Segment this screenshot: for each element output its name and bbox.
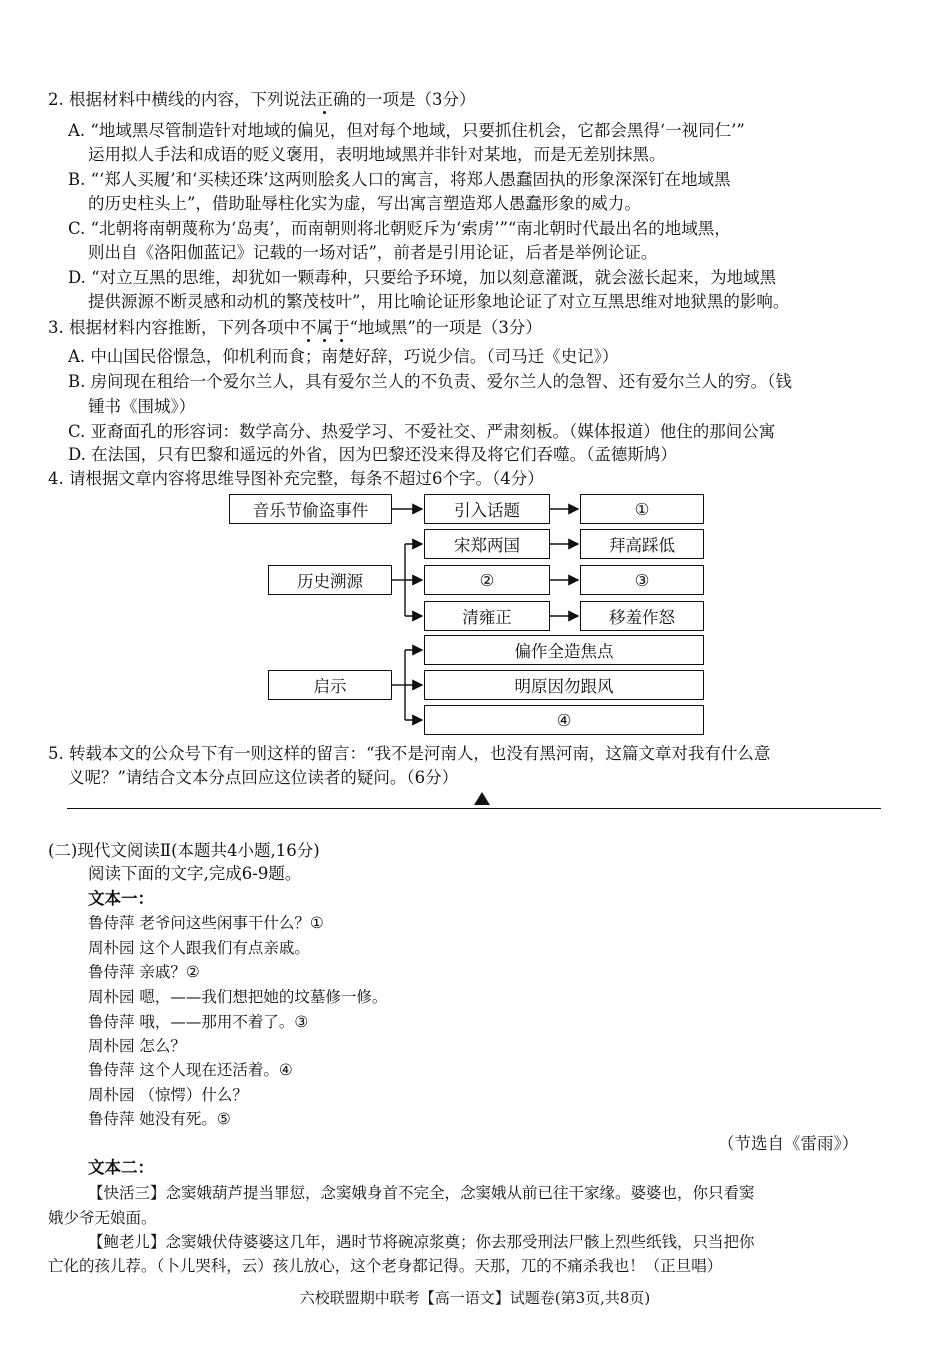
dialogue-line: 鲁侍萍 亲戚？② <box>88 963 200 981</box>
dialogue-line: 周朴园 嗯，——我们想把她的坟墓修一修。 <box>88 988 388 1006</box>
q3-option-a: A. 中山国民俗憬急，仰机利而食；南楚好辞，巧说少信。（司马迁《史记》） <box>68 347 619 366</box>
q3-option-d: D. 在法国，只有巴黎和遥远的外省，因为巴黎还没来得及将它们吞噬。（孟德斯鸠） <box>68 445 677 464</box>
mindmap-blank-3: ③ <box>580 565 704 595</box>
text1-label: 文本一： <box>88 889 154 908</box>
mindmap-blank-1: ① <box>580 494 704 524</box>
mindmap-blank-4: ④ <box>424 705 704 735</box>
mindmap-root-history: 历史溯源 <box>268 565 392 595</box>
q3-option-b-line2: 锺书《围城》） <box>88 397 196 416</box>
mindmap-root-music-festival: 音乐节偷盗事件 <box>229 494 392 524</box>
q2-option-d-line1: D. “对立互黑的思维，却犹如一颗毒种，只要给予环境，加以刻意灌溉，就会滋长起来，为地域黑 <box>68 268 777 287</box>
q2-option-b-line2: 的历史柱头上”，借助耻辱柱化实为虚，写出寓言塑造郑人愚蠢形象的威力。 <box>88 194 641 213</box>
section-divider <box>67 808 881 809</box>
text2-para1-line2: 娥少爷无娘面。 <box>48 1209 157 1227</box>
q3-stem: 3. 根据材料内容推断，下列各项中不属于“地域黑”的一项是（3分） <box>48 318 542 337</box>
dialogue-line: 鲁侍萍 她没有死。⑤ <box>88 1110 231 1128</box>
text2-para2-line2: 亡化的孩儿荐。（卜儿哭科，云）孩儿放心，这个老身都记得。天那，兀的不痛杀我也！（正旦唱） <box>48 1257 723 1275</box>
q4-stem: 4. 请根据文章内容将思维导图补充完整，每条不超过6个字。（4分） <box>48 469 544 488</box>
mindmap-node-bai-gao: 拜高踩低 <box>580 529 704 559</box>
text2-label: 文本二： <box>88 1158 154 1177</box>
q3-option-b-line1: B. 房间现在租给一个爱尔兰人，具有爱尔兰人的不负责、爱尔兰人的急智、还有爱尔兰人的穷。（钱 <box>68 372 792 391</box>
page-footer: 六校联盟期中联考【高一语文】试题卷(第3页,共8页) <box>299 1289 651 1307</box>
text2-para1-line1: 【快活三】念窦娥葫芦提当罪愆，念窦娥身首不完全，念窦娥从前已往干家缘。婆婆也，你只看窦 <box>88 1184 755 1202</box>
dialogue-line: 鲁侍萍 哦，——那用不着了。③ <box>88 1013 309 1031</box>
dialogue-line: 鲁侍萍 这个人现在还活着。④ <box>88 1061 293 1079</box>
mindmap-node-pian-zuo-quan: 偏作全造焦点 <box>424 635 704 665</box>
q2-option-b-line1: B. “‘郑人买履’和‘买椟还珠’这两则脍炙人口的寓言，将郑人愚蠢固执的形象深深钉在地域黑 <box>68 170 731 189</box>
mindmap-node-ming-yuan-yin: 明原因勿跟风 <box>424 670 704 700</box>
mindmap-node-yongzheng: 清雍正 <box>424 601 550 631</box>
section2-instruction: 阅读下面的文字,完成6-9题。 <box>88 864 302 883</box>
q3-option-c: C. 亚裔面孔的形容词：数学高分、热爱学习、不爱社交、严肃刻板。（媒体报道）他住的那间公寓 <box>68 422 776 441</box>
dialogue-line: 周朴园 怎么？ <box>88 1037 186 1055</box>
mindmap-blank-2: ② <box>424 565 550 595</box>
q2-option-c-line1: C. “北朝将南朝蔑称为‘岛夷’，而南朝则将北朝贬斥为‘索虏’”“南北朝时代最出名的地域黑， <box>68 219 731 238</box>
q2-option-a-line1: A. “地域黑尽管制造针对地域的偏见，但对每个地域，只要抓住机会，它都会黑得‘一视同仁’” <box>68 121 745 140</box>
mindmap-node-yi-xiu: 移羞作怒 <box>580 601 704 631</box>
q5-line1: 5. 转载本文的公众号下有一则这样的留言：“我不是河南人，也没有黑河南，这篇文章对我有什么意 <box>48 744 771 763</box>
q2-stem: 2. 根据材料中横线的内容，下列说法正确的一项是（3分） <box>48 90 476 109</box>
mindmap-node-song-zheng: 宋郑两国 <box>424 529 550 559</box>
dialogue-line: 周朴园 （惊愕）什么？ <box>88 1086 248 1104</box>
dialogue-line: 周朴园 这个人跟我们有点亲戚。 <box>88 939 310 957</box>
mindmap-root-insight: 启示 <box>268 670 392 700</box>
text1-source: （节选自《雷雨》） <box>718 1134 859 1153</box>
dialogue-line: 鲁侍萍 老爷问这些闲事干什么？① <box>88 914 324 932</box>
q2-option-d-line2: 提供源源不断灵感和动机的繁茂枝叶”，用比喻论证形象地论证了对立互黑思维对地狱黑的影响。 <box>88 292 790 311</box>
q2-option-a-line2: 运用拟人手法和成语的贬义褒用，表明地域黑并非针对某地，而是无差别抹黑。 <box>88 145 666 164</box>
mindmap-node-intro: 引入话题 <box>424 494 550 524</box>
q2-option-c-line2: 则出自《洛阳伽蓝记》记载的一场对话”，前者是引用论证，后者是举例论证。 <box>88 243 658 262</box>
text2-para2-line1: 【鲍老儿】念窦娥伏侍婆婆这几年，遇时节将碗凉浆奠；你去那受刑法尸骸上烈些纸钱，只当把你 <box>88 1233 755 1251</box>
q5-line2: 义呢？”请结合文本分点回应这位读者的疑问。（6分） <box>68 768 459 787</box>
section2-heading: (二)现代文阅读Ⅱ(本题共4小题,16分) <box>48 841 320 860</box>
answer-area-triangle-icon <box>474 792 490 805</box>
